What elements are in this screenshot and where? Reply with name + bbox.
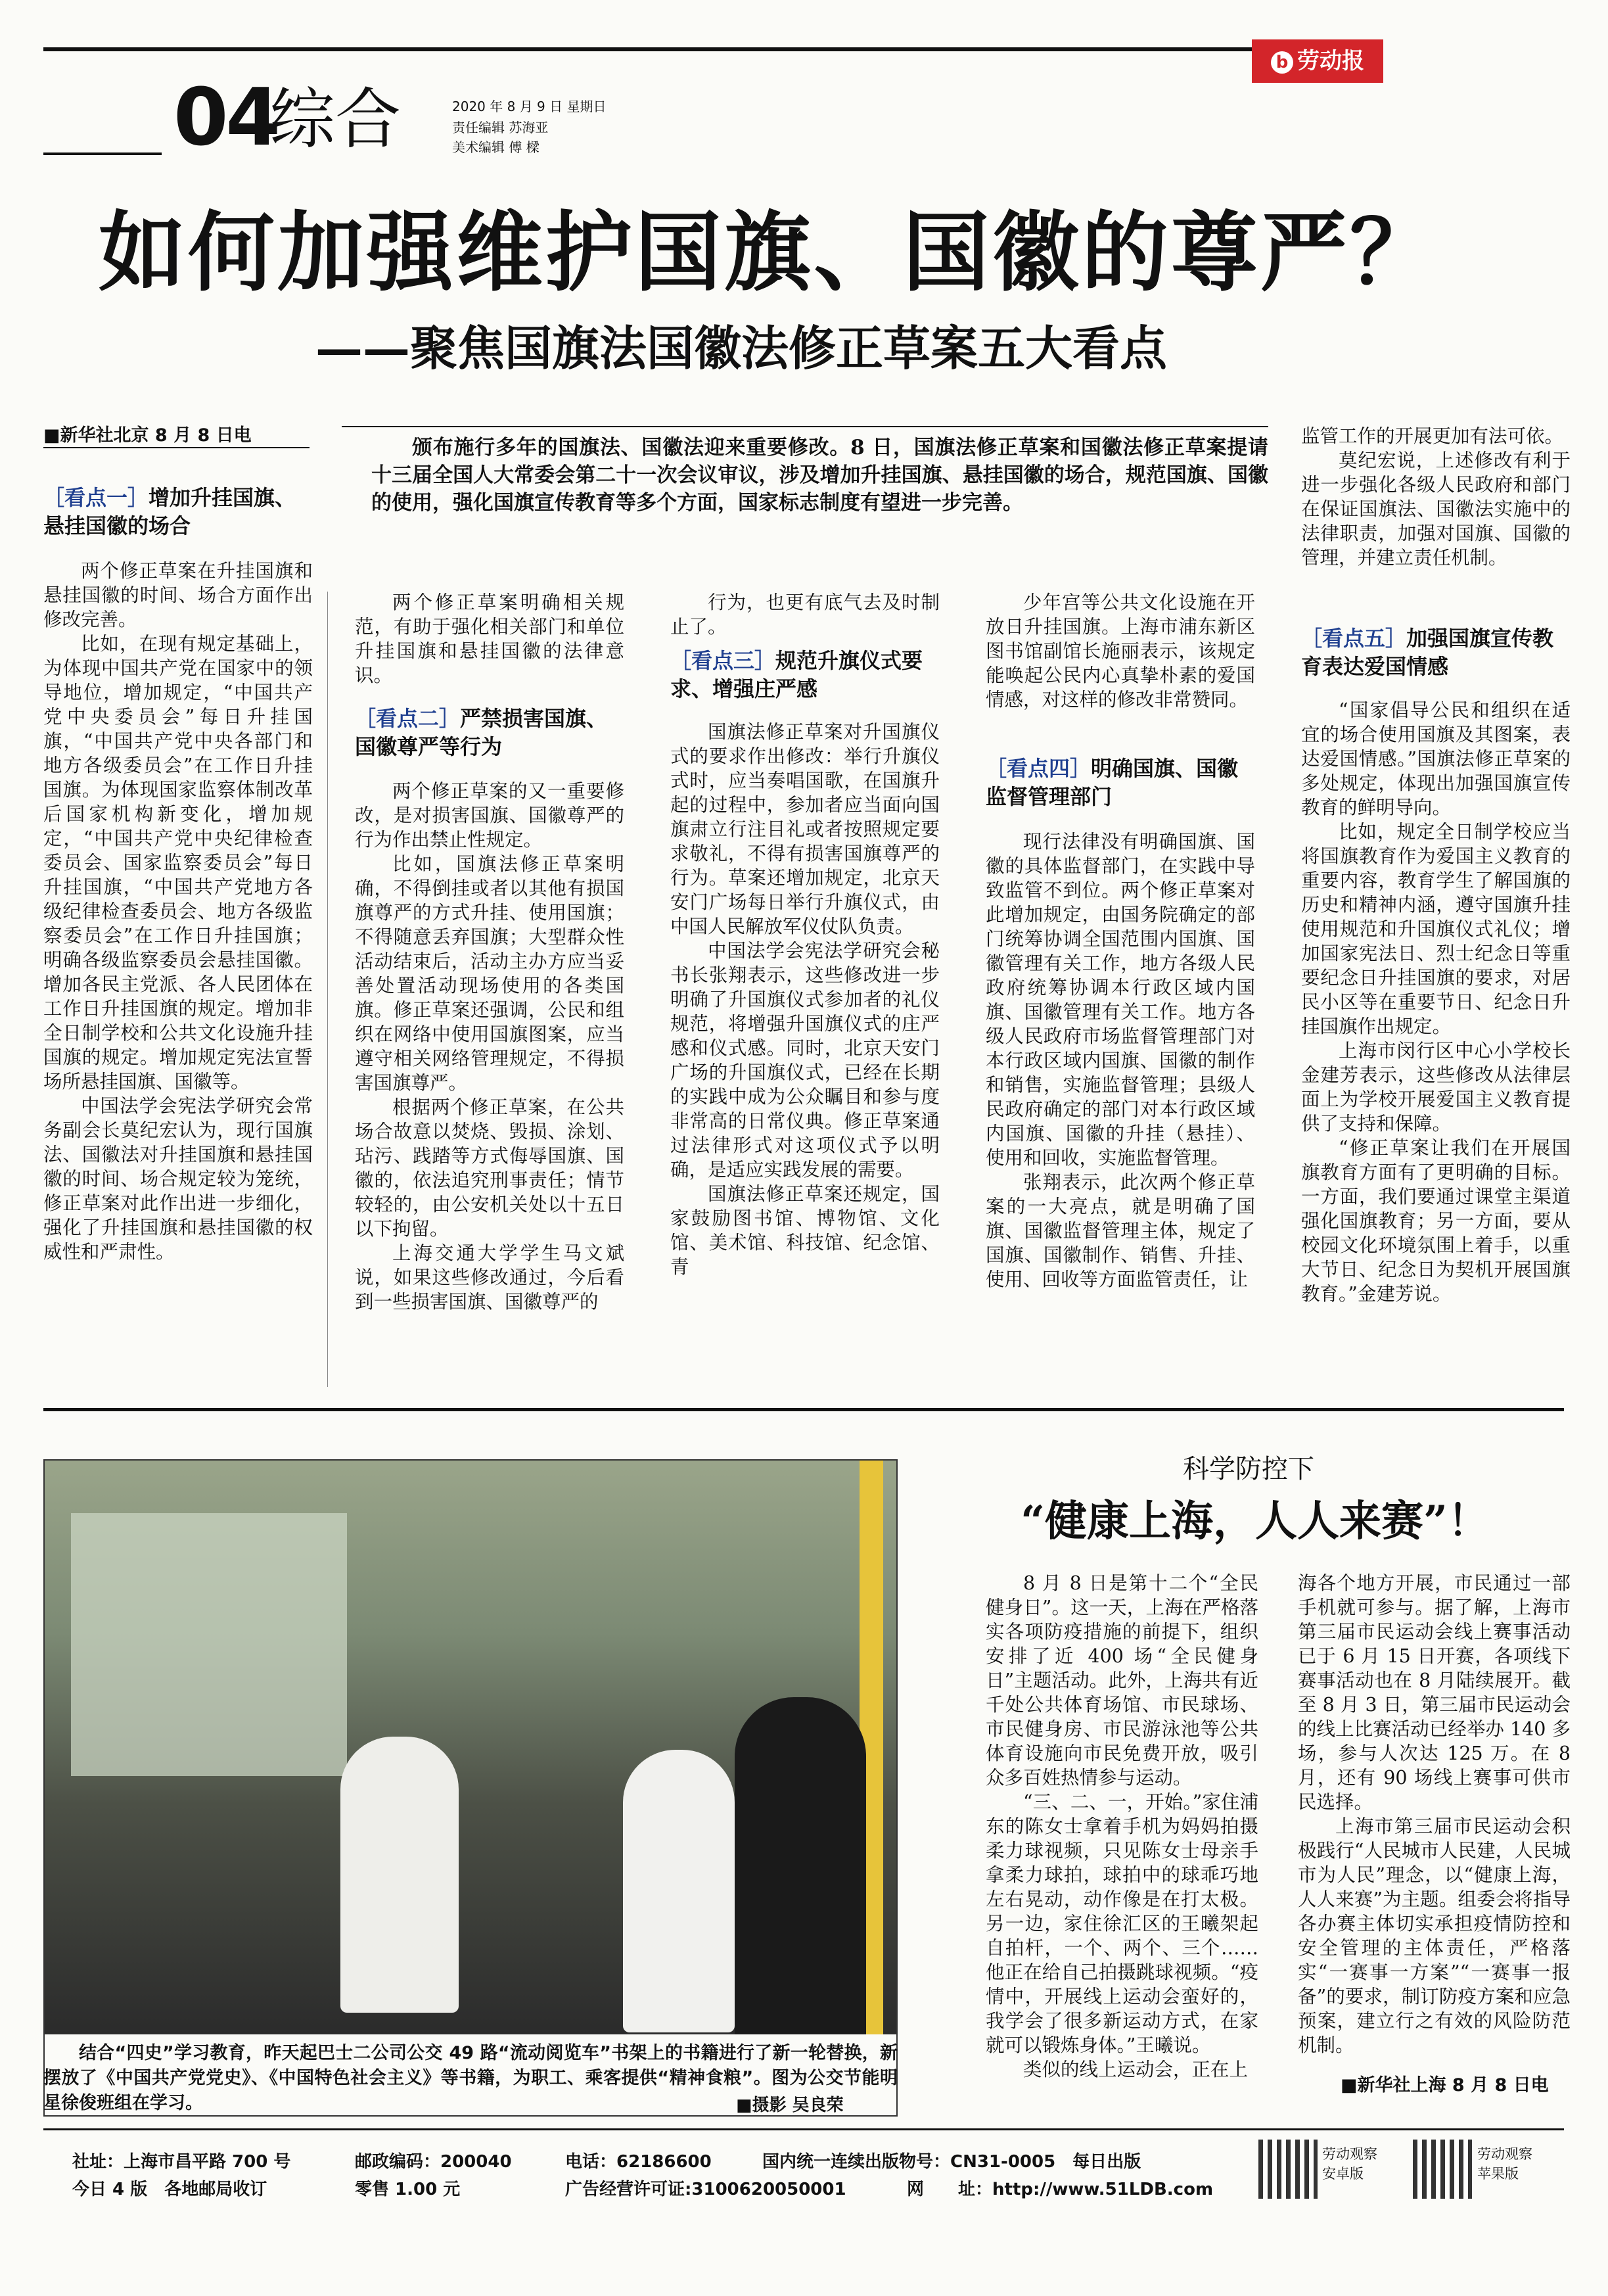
point-1-title: 增加升挂国旗、悬挂国徽的场合 [43, 485, 296, 538]
paragraph: 张翔表示，此次两个修正草案的一大亮点，就是明确了国旗、国徽监督管理主体，规定了国旗、国徽制作、销售、升挂、使用、回收等方面监管责任，让 [986, 1171, 1255, 1290]
paragraph: 类似的线上运动会，正在上 [1023, 2059, 1249, 2080]
paragraph: 上海交通大学学生马文斌说，如果这些修改通过，今后看到一些损害国旗、国徽尊严的 [355, 1242, 624, 1313]
footer-phone: 电话：62186600 [565, 2152, 712, 2172]
column-1 [43, 559, 313, 1384]
qr-code-android[interactable] [1258, 2140, 1318, 2199]
point-3-heading [670, 647, 940, 703]
dateline: ■新华社北京 8 月 8 日电 [43, 425, 252, 446]
lede-top-rule [342, 426, 1268, 427]
section-rule-left [43, 152, 162, 155]
column-2 [355, 779, 624, 1384]
paragraph: 莫纪宏说，上述修改有利于进一步强化各级人民政府和部门在保证国旗法、国徽法实施中的法律职责，加强对国旗、国徽的管理，并建立责任机制。 [1301, 450, 1571, 569]
point-4-tag: ［看点四］ [986, 756, 1091, 781]
qr-code-ios[interactable] [1413, 2140, 1472, 2199]
section-name: 综合 [269, 81, 401, 158]
logo-icon: b [1271, 51, 1293, 74]
paragraph: “国家倡导公民和组织在适宜的场合使用国旗及其图案，表达爱国情感。”国旗法修正草案的多处规定，体现出加强国旗宣传教育的鲜明导向。 [1301, 699, 1571, 818]
photo-caption: 结合“四史”学习教育，昨天起巴士二公司公交 49 路“流动阅览车”书架上的书籍进行了新一轮替换，新摆放了《中国共产党党史》、《中国特色社会主义》等书籍，为职工、乘客提供“精神食粮”。图为公交节能明星徐俊班组在学习。 [43, 2043, 898, 2113]
footer-ad-license: 广告经营许可证:3100620050001 [565, 2180, 846, 2199]
column-5-top [1301, 424, 1571, 624]
column-3 [670, 720, 940, 1384]
person-figure [340, 1737, 459, 2013]
paragraph: 少年宫等公共文化设施在开放日升挂国旗。上海市浦东新区图书馆副馆长施丽表示，该规定能唤起公民内心真挚朴素的爱国情感，对这样的修改非常赞同。 [986, 592, 1255, 711]
paragraph: 上海市闵行区中心小学校长金建芳表示，这些修改从法律层面上为学校开展爱国主义教育提供了支持和保障。 [1301, 1040, 1571, 1135]
paragraph: 中国法学会宪法学研究会秘书长张翔表示，这些修改进一步明确了升国旗仪式参加者的礼仪规范，将增强升国旗仪式的庄严感和仪式感。同时，北京天安门广场的升国旗仪式，已经在长期的实践中成为公众瞩目和参与度非常高的日常仪典。修正草案通过法律形式对这项仪式予以明确，是适应实践发展的需要。 [670, 940, 940, 1181]
paragraph: 两个修正草案明确相关规范，有助于强化相关部门和单位升挂国旗和悬挂国徽的法律意识。 [355, 592, 624, 686]
paragraph: 8 月 8 日是第十二个“全民健身日”。这一天，上海在严格落实各项防疫措施的前提下，组织安排了近 400 场“全民健身日”主题活动。此外，上海共有近千处公共体育场馆、市民球场、市民健身房、市民游泳池等公共体育设施向市民免费开放，吸引众多百姓热情参与运动。 [986, 1572, 1258, 1789]
column-5 [1301, 698, 1571, 1384]
newspaper-logo: b 劳动报 [1252, 39, 1383, 83]
paragraph: 比如，在现有规定基础上，为体现中国共产党在国家中的领导地位，增加规定，“中国共产党中央委员会”每日升挂国旗，“中国共产党中央各部门和地方各级委员会”在工作日升挂国旗。为体现国家监察体制改革后国家机构新变化，增加规定，“中国共产党中央纪律检查委员会、国家监察委员会”每日升挂国旗，“中国共产党地方各级纪律检查委员会、地方各级监察委员会”在工作日升挂国旗；明确各级监察委员会悬挂国徽。增加各民主党派、各人民团体在工作日升挂国旗的规定。增加非全日制学校和公共文化设施升挂国旗的规定。增加规定宪法宣誓场所悬挂国旗、国徽等。 [43, 633, 313, 1092]
lede: 颁布施行多年的国旗法、国徽法迎来重要修改。8 日，国旗法修正草案和国徽法修正草案提请十三届全国人大常委会第二十一次会议审议，涉及增加升挂国旗、悬挂国徽的场合，规范国旗、国徽的使用，强化国旗宣传教育等多个方面，国家标志制度有望进一步完善。 [371, 436, 1268, 515]
paragraph: 监管工作的开展更加有法可依。 [1301, 425, 1564, 447]
story2-column-2 [1298, 1571, 1571, 2061]
point-3-title: 规范升旗仪式要求、增强庄严感 [670, 648, 923, 701]
paragraph: 国旗法修正草案还规定，国家鼓励图书馆、博物馆、文化馆、美术馆、科技馆、纪念馆、青 [670, 1183, 940, 1278]
qr1-label: 劳动观察 安卓版 [1322, 2146, 1377, 2182]
point-4-title: 明确国旗、国徽监督管理部门 [986, 756, 1239, 809]
paragraph: “三、二、一，开始。”家住浦东的陈女士拿着手机为妈妈拍摄柔力球视频，只见陈女士母亲手拿柔力球拍，球拍中的球乖巧地左右晃动，动作像是在打太极。另一边，家住徐汇区的王曦架起自拍杆，一个、两个、三个……他正在给自己拍摄跳球视频。“疫情中，开展线上运动会蛮好的，我学会了很多新运动方式，在家就可以锻炼身体。”王曦说。 [986, 1791, 1258, 2056]
footer-cn-number: 国内统一连续出版物号：CN31-0005 每日出版 [762, 2152, 1141, 2172]
responsible-editor: 责任编辑 苏海亚 [452, 120, 549, 135]
story2-title: “健康上海，人人来赛”！ [1021, 1497, 1490, 1546]
point-1-tag: ［看点一］ [43, 485, 149, 510]
footer-url: 网 址：http://www.51LDB.com [907, 2180, 1214, 2199]
column-4 [986, 830, 1255, 1384]
point-1-heading [43, 484, 313, 540]
point-2-tag: ［看点二］ [355, 706, 461, 731]
paragraph: 比如，国旗法修正草案明确，不得倒挂或者以其他有损国旗尊严的方式升挂、使用国旗；不得随意丢弃国旗；大型群众性活动结束后，活动主办方应当妥善处置活动现场使用的各类国旗。修正草案还强调，公民和组织在网络中使用国旗图案，应当遵守相关网络管理规定，不得损害国旗尊严。 [355, 853, 624, 1094]
footer-price: 零售 1.00 元 [355, 2180, 461, 2199]
story-separator [43, 1408, 1564, 1411]
headline: 如何加强维护国旗、国徽的尊严？ [99, 202, 1439, 304]
column-divider [327, 592, 328, 1387]
paragraph: 根据两个修正草案，在公共场合故意以焚烧、毁损、涂划、玷污、践踏等方式侮辱国旗、国徽的，依法追究刑事责任；情节较轻的，由公安机关处以十五日以下拘留。 [355, 1096, 624, 1240]
paragraph: “修正草案让我们在开展国旗教育方面有了更明确的目标。一方面，我们要通过课堂主渠道强化国旗教育；另一方面，要从校园文化环境氛围上着手，以重大节日、纪念日为契机开展国旗教育。”金建芳说。 [1301, 1137, 1571, 1305]
person-figure [623, 1750, 735, 2032]
bus-reading-photo [45, 1461, 896, 2034]
point-4-heading [986, 755, 1255, 811]
photo-credit: ■摄影 吴良荣 [736, 2096, 844, 2115]
paragraph: 上海市第三届市民运动会积极践行“人民城市人民建，人民城市为人民”理念，以“健康上海，人人来赛”为主题。组委会将指导各办赛主体切实承担疫情防控和安全管理的主体责任，严格落实“一赛事一方案”“一赛事一报备”的要求，制订防疫方案和应急预案，建立行之有效的风险防范机制。 [1298, 1816, 1571, 2056]
column-3-top [670, 590, 940, 643]
footer-postcode: 邮政编码：200040 [355, 2152, 512, 2172]
paragraph: 国旗法修正草案对升国旗仪式的要求作出修改：举行升旗仪式时，应当奏唱国歌，在国旗升起的过程中，参加者应当面向国旗肃立行注目礼或者按照规定要求敬礼，不得有损害国旗尊严的行为。草案还增加规定，北京天安门广场每日举行升旗仪式，由中国人民解放军仪仗队负责。 [670, 721, 940, 937]
bus-window [71, 1513, 347, 1776]
edition-date: 2020 年 8 月 9 日 星期日 [452, 99, 607, 114]
column-4-top [986, 590, 1255, 755]
page-number: 04 [173, 72, 278, 164]
paragraph: 两个修正草案在升挂国旗和悬挂国徽的时间、场合方面作出修改完善。 [43, 560, 313, 630]
person-figure [735, 1697, 866, 2034]
subheadline: ——聚焦国旗法国徽法修正草案五大看点 [315, 320, 1168, 376]
point-3-tag: ［看点三］ [670, 648, 776, 673]
paragraph: 两个修正草案的又一重要修改，是对损害国旗、国徽尊严的行为作出禁止性规定。 [355, 780, 624, 851]
dateline-rule [43, 447, 310, 448]
point-5-tag: ［看点五］ [1301, 626, 1407, 651]
paragraph: 现行法律没有明确国旗、国徽的具体监督部门，在实践中导致监管不到位。两个修正草案对此增加规定，由国务院确定的部门统筹协调全国范围内国旗、国徽管理有关工作，地方各级人民政府统筹协调本行政区域内国旗、国徽管理有关工作。地方各级人民政府市场监督管理部门对本行政区域内国旗、国徽的制作和销售，实施监督管理；县级人民政府确定的部门对本行政区域内国旗、国徽的升挂（悬挂）、使用和回收，实施监督管理。 [986, 831, 1255, 1169]
footer-pages: 今日 4 版 各地邮局收订 [72, 2180, 267, 2199]
point-5-title: 加强国旗宣传教育表达爱国情感 [1301, 626, 1554, 679]
point-2-heading [355, 705, 624, 761]
paragraph: 比如，规定全日制学校应当将国旗教育作为爱国主义教育的重要内容，教育学生了解国旗的历史和精神内涵，遵守国旗升挂使用规范和升国旗仪式礼仪；增加国家宪法日、烈士纪念日等重要纪念日升挂国旗的要求，对居民小区等在重要节日、纪念日升挂国旗作出规定。 [1301, 821, 1571, 1037]
footer-rule [43, 2128, 1564, 2130]
story2-column-1 [986, 1571, 1258, 2090]
qr2-label: 劳动观察 苹果版 [1477, 2146, 1532, 2182]
top-rule [43, 47, 1259, 51]
paragraph: 海各个地方开展，市民通过一部手机就可参与。据了解，上海市第三届市民运动会线上赛事活动已于 6 月 15 日开赛，各项线下赛事活动也在 8 月陆续展开。截至 8 月 3 日，第三届市民运动会的线上比赛活动已经举办 140 多场，参与人次达 125 万。在 8 月，还有 90 场线上赛事可供市民选择。 [1298, 1572, 1571, 1813]
paragraph: 行为，也更有底气去及时制止了。 [670, 592, 940, 638]
point-5-heading [1301, 624, 1571, 681]
art-editor: 美术编辑 傅 樑 [452, 139, 540, 155]
point-2-title: 严禁损害国旗、国徽尊严等行为 [355, 706, 608, 759]
paragraph: 中国法学会宪法学研究会常务副会长莫纪宏认为，现行国旗法、国徽法对升挂国旗和悬挂国徽的时间、场合规定较为笼统，修正草案对此作出进一步细化，强化了升挂国旗和悬挂国徽的权威性和严肃性。 [43, 1095, 313, 1263]
footer-address: 社址：上海市昌平路 700 号 [72, 2152, 291, 2172]
story2-kicker: 科学防控下 [1183, 1454, 1314, 1484]
story2-dateline: ■新华社上海 8 月 8 日电 [1341, 2075, 1549, 2096]
column-2-top [355, 590, 624, 709]
